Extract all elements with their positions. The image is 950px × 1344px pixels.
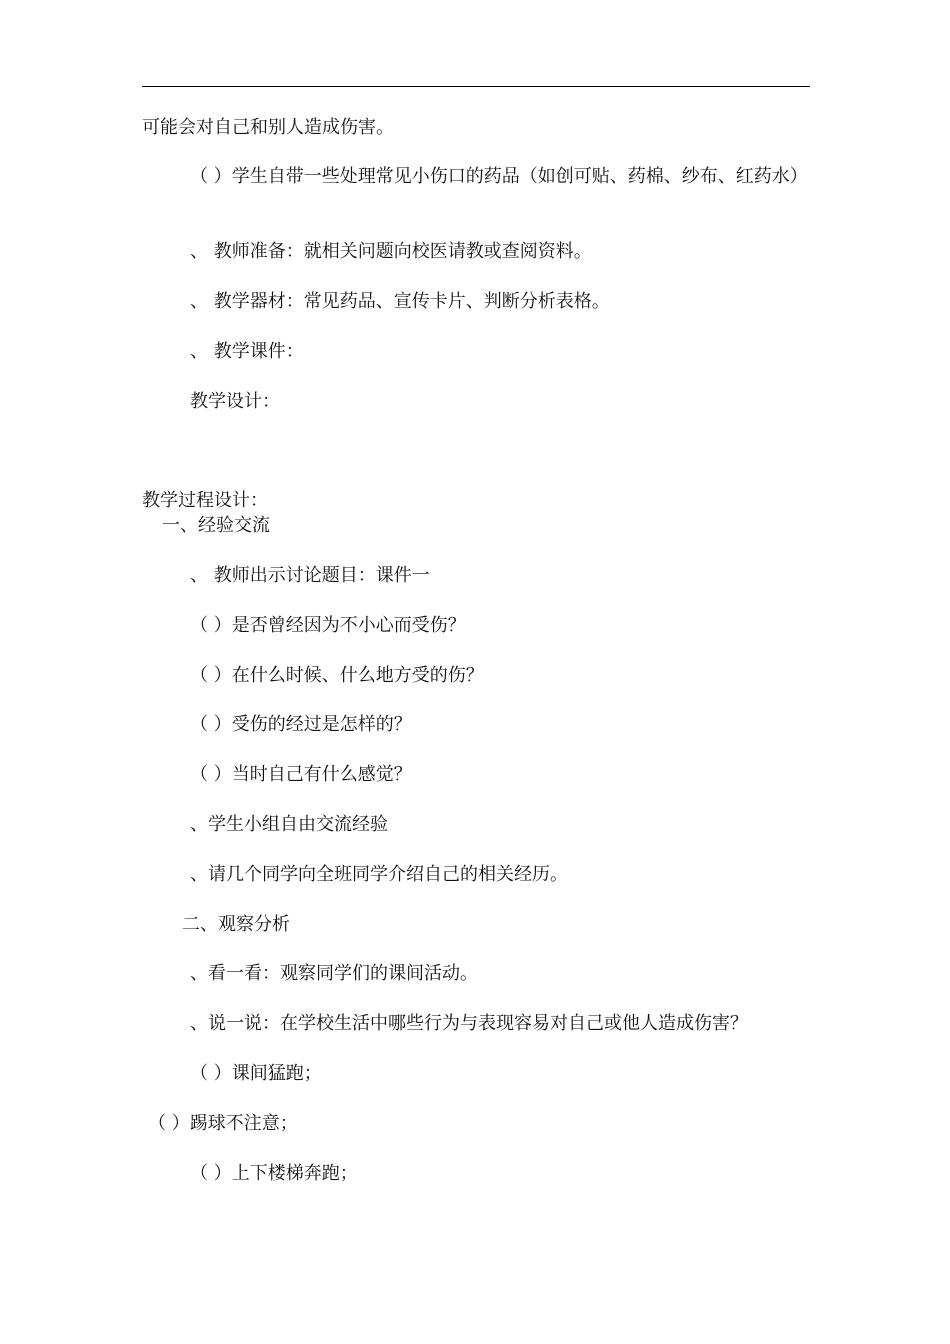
paragraph-line: 、 教师准备：就相关问题向校医请教或查阅资料。 — [190, 241, 592, 262]
paragraph-line: 、学生小组自由交流经验 — [190, 814, 388, 835]
paragraph-line: （ ）学生自带一些处理常见小伤口的药品（如创可贴、药棉、纱布、红药水） — [190, 166, 808, 187]
paragraph-line: 教学设计： — [190, 391, 280, 412]
section-heading: 二、观察分析 — [182, 914, 290, 935]
section-heading: 一、经验交流 — [162, 515, 270, 536]
paragraph-line: 、 教学器材：常见药品、宣传卡片、判断分析表格。 — [190, 291, 610, 312]
paragraph-line: 可能会对自己和别人造成伤害。 — [142, 117, 394, 138]
paragraph-line: 、请几个同学向全班同学介绍自己的相关经历。 — [190, 864, 568, 885]
paragraph-line: （ ）课间猛跑； — [190, 1063, 322, 1084]
paragraph-line: （ ）是否曾经因为不小心而受伤？ — [190, 615, 466, 636]
header-rule — [142, 86, 810, 87]
paragraph-line: 、 教师出示讨论题目：课件一 — [190, 565, 430, 586]
paragraph-line: 、说一说：在学校生活中哪些行为与表现容易对自己或他人造成伤害？ — [190, 1013, 748, 1034]
paragraph-line: （ ）在什么时候、什么地方受的伤？ — [190, 665, 484, 686]
paragraph-line: （ ）上下楼梯奔跑； — [190, 1163, 358, 1184]
paragraph-line: 、看一看：观察同学们的课间活动。 — [190, 963, 478, 984]
paragraph-line: 、 教学课件： — [190, 341, 304, 362]
paragraph-line: （ ）当时自己有什么感觉？ — [190, 764, 412, 785]
paragraph-line: （ ）受伤的经过是怎样的？ — [190, 714, 412, 735]
paragraph-line: （ ）踢球不注意； — [148, 1113, 298, 1134]
section-heading: 教学过程设计： — [142, 490, 268, 511]
